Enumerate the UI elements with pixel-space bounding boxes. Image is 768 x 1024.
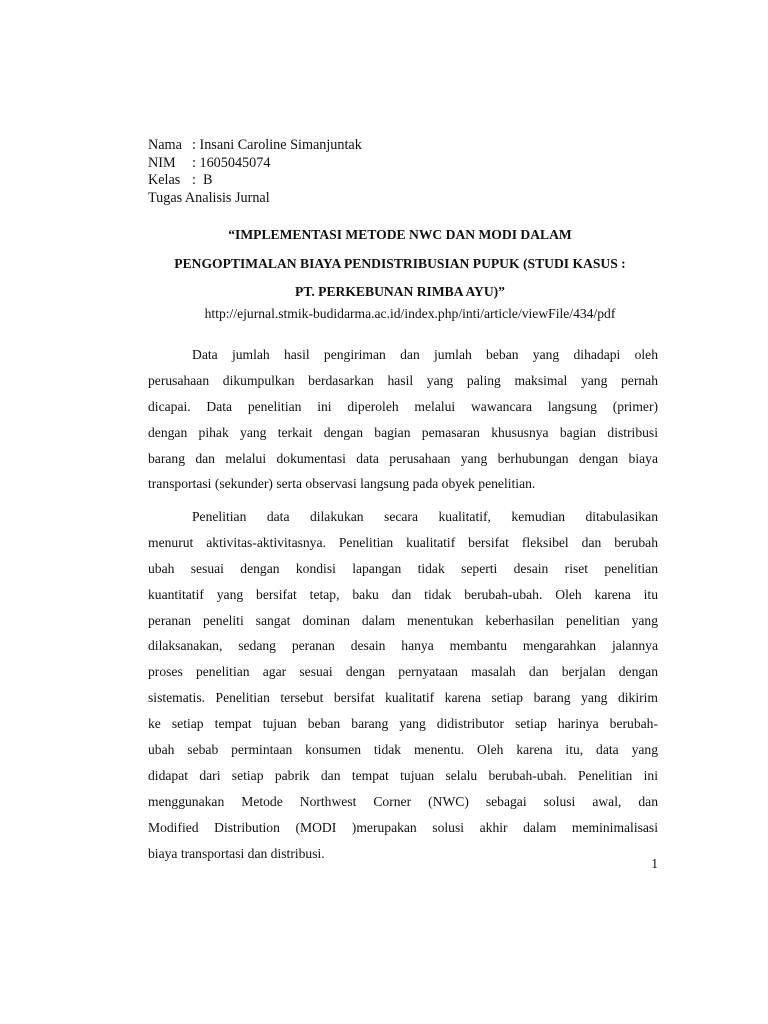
journal-title-line: PT. PERKEBUNAN RIMBA AYU)” — [295, 284, 505, 299]
paragraph-line: menggunakan Metode Northwest Corner (NWC) sebagai solusi awal, dan — [148, 793, 658, 809]
paragraph-line: perusahaan dikumpulkan berdasarkan hasil yang paling maksimal yang pernah — [148, 372, 658, 388]
paragraph-line: dicapai. Data penelitian ini diperoleh melalui wawancara langsung (primer) — [148, 398, 658, 414]
paragraph-line: barang dan melalui dokumentasi data perusahaan yang berhubungan dengan biaya — [148, 450, 658, 466]
paragraph-line: Modified Distribution (MODI )merupakan solusi akhir dalam meminimalisasi — [148, 819, 658, 835]
name-value: : Insani Caroline Simanjuntak — [192, 137, 362, 153]
paragraph-line: kuantitatif yang bersifat tetap, baku dan tidak berubah-ubah. Oleh karena itu — [148, 586, 658, 602]
journal-url: http://ejurnal.stmik-budidarma.ac.id/index.php/inti/article/viewFile/434/pdf — [204, 306, 616, 321]
paragraph-line: proses penelitian agar sesuai dengan pernyataan masalah dan berjalan dengan — [148, 664, 658, 680]
name-row — [148, 137, 362, 155]
nim-row — [148, 155, 362, 173]
paragraph-line: sistematis. Penelitian tersebut bersifat kualitatif karena setiap barang yang dikirim — [148, 690, 658, 706]
paragraph-line: biaya transportasi dan distribusi. — [148, 845, 325, 861]
paragraph-2 — [148, 504, 658, 866]
paragraph-line: transportasi (sekunder) serta observasi langsung pada obyek penelitian. — [148, 476, 536, 492]
paragraph-line: ke setiap tempat tujuan beban barang yang didistributor setiap harinya berubah- — [148, 716, 658, 732]
nim-label: NIM — [148, 154, 176, 171]
journal-title-line: “IMPLEMENTASI METODE NWC DAN MODI DALAM — [228, 227, 572, 242]
paragraph-line: Penelitian data dilakukan secara kualitatif, kemudian ditabulasikan — [192, 509, 658, 524]
paragraph-1 — [148, 342, 658, 497]
paragraph-line: peranan peneliti sangat dominan dalam menentukan keberhasilan penelitian yang — [148, 612, 658, 628]
paragraph-line: ubah sesuai dengan kondisi lapangan tidak seperti desain riset penelitian — [148, 560, 658, 576]
page-number: 1 — [651, 856, 658, 871]
class-value: : B — [192, 172, 213, 188]
assignment-title: Tugas Analisis Jurnal — [148, 189, 270, 206]
paragraph-line: didapat dari setiap pabrik dan tempat tujuan selalu berubah-ubah. Penelitian ini — [148, 767, 658, 783]
paragraph-line: Data jumlah hasil pengiriman dan jumlah beban yang dihadapi oleh — [192, 347, 658, 362]
assignment-row — [148, 190, 362, 208]
paragraph-line: dilaksanakan, sedang peranan desain hanya membantu mengarahkan jalannya — [148, 638, 658, 654]
journal-title-line: PENGOPTIMALAN BIAYA PENDISTRIBUSIAN PUPUK (STUDI KASUS : — [174, 255, 626, 271]
nim-value: : 1605045074 — [192, 154, 271, 171]
paragraph-line: menurut aktivitas-aktivitasnya. Penelitian kualitatif bersifat fleksibel dan berubah — [148, 534, 658, 550]
class-row — [148, 172, 362, 190]
journal-title — [130, 221, 670, 307]
paragraph-line: ubah sebab permintaan konsumen tidak menentu. Oleh karena itu, data yang — [148, 742, 658, 758]
name-label: Nama — [148, 137, 182, 153]
class-label: Kelas — [148, 172, 181, 188]
student-info — [148, 137, 362, 207]
paragraph-line: dengan pihak yang terkait dengan bagian pemasaran khususnya bagian distribusi — [148, 424, 658, 440]
